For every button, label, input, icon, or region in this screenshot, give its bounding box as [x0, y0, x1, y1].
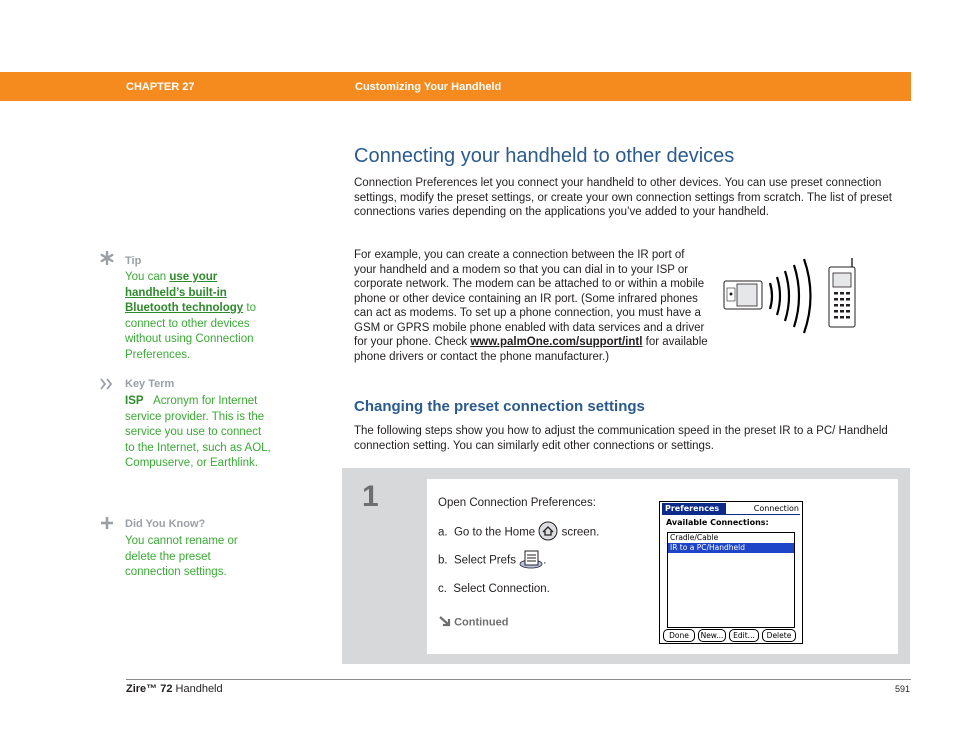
step-c — [438, 583, 550, 595]
step-c-text: Select Connection. — [453, 583, 550, 595]
step-number: 1 — [362, 480, 379, 513]
step-c-label: c. — [438, 583, 447, 595]
did-you-know-heading: Did You Know? — [125, 518, 206, 530]
step-intro: Open Connection Preferences: — [438, 497, 596, 509]
key-term-body — [125, 394, 273, 472]
section-paragraph: The following steps show you how to adjust the communication speed in the preset IR to a PC/ Handheld connection setting. You can similarly edit other connections or settings. — [354, 425, 888, 452]
chapter-title: Customizing Your Handheld — [355, 81, 502, 93]
arrow-down-right-icon — [438, 615, 451, 630]
intro-paragraph: Connection Preferences let you connect your handheld to other devices. You can use preset connection settings, modify the preset settings, or create your own connection settings from scratch. The list of preset connections varies depending on the applications you’ve added to your handheld. — [354, 177, 892, 218]
prefs-tab[interactable]: Preferences — [662, 503, 726, 515]
step-b-label: b. — [438, 554, 448, 567]
edit-button[interactable]: Edit... — [729, 629, 759, 642]
handheld-device-icon — [724, 281, 762, 309]
plus-icon — [99, 516, 115, 535]
step-b — [438, 549, 546, 572]
bluetooth-link[interactable]: use your handheld’s built-in Bluetooth technology — [125, 271, 244, 315]
key-term-definition: Acronym for Internet service provider. This is the service you use to connect to the Internet, such as AOL, Compuserve, or Earthlink. — [125, 395, 271, 470]
delete-button[interactable]: Delete — [762, 629, 796, 642]
double-chevron-icon — [99, 377, 115, 395]
step-a-text: Go to the Home — [453, 526, 536, 539]
connection-prefs-screenshot — [659, 501, 803, 644]
asterisk-icon — [99, 251, 115, 270]
palmone-support-link[interactable]: www.palmOne.com/support/intl — [470, 336, 643, 348]
product-suffix: Handheld — [172, 683, 223, 695]
continued-label: Continued — [454, 616, 509, 629]
tip-body — [125, 270, 275, 364]
done-button[interactable]: Done — [663, 629, 695, 642]
step-b-text-after: . — [543, 554, 547, 567]
tip-text-before: You can — [125, 271, 170, 283]
home-icon[interactable] — [538, 521, 558, 544]
page-title: Connecting your handheld to other devices — [354, 145, 735, 167]
footer-product — [126, 683, 223, 695]
step-b-text: Select Prefs — [453, 554, 516, 567]
example-paragraph — [354, 248, 710, 364]
ir-waves-icon — [770, 259, 811, 333]
available-connections-label: Available Connections: — [666, 518, 769, 527]
step-a-text-after: screen. — [561, 526, 600, 539]
connection-item-ir[interactable]: IR to a PC/Handheld — [668, 543, 794, 553]
prefs-tab-underline — [662, 514, 800, 515]
step-a-label: a. — [438, 526, 448, 539]
footer-rule — [126, 679, 911, 680]
did-you-know-body: You cannot rename or delete the preset connection settings. — [125, 535, 238, 579]
section-heading: Changing the preset connection settings — [354, 398, 645, 415]
ir-connection-illustration — [722, 256, 862, 334]
example-text-before: For example, you can create a connection between the IR port of your handheld and a modem so that you can dial in to your ISP or corporate network. The modem can be attached to or within a mobile phone or other device containing an IR port. (Some infrared phones can act as modems. To set up a phone connection, you must have a GSM or GPRS mobile phone enabled with data services and a driver for your phone. Check — [354, 249, 705, 348]
mobile-phone-icon — [829, 258, 855, 327]
prefs-icon[interactable] — [519, 549, 543, 572]
continued-indicator — [438, 615, 508, 630]
product-name: Zire™ 72 — [126, 683, 173, 695]
screen-name-picker[interactable]: Connection — [753, 504, 799, 513]
connections-list — [667, 532, 795, 628]
page-number: 591 — [894, 684, 910, 694]
key-term-heading: Key Term — [125, 378, 175, 390]
step-a — [438, 521, 599, 544]
tip-text-after: to connect to other devices without using Connection Preferences. — [125, 302, 256, 361]
tip-heading: Tip — [125, 255, 142, 267]
chapter-label: CHAPTER 27 — [126, 81, 195, 93]
key-term-word: ISP — [125, 395, 144, 407]
connection-item-cradle[interactable]: Cradle/Cable — [670, 533, 719, 542]
new-button[interactable]: New... — [698, 629, 726, 642]
example-text-after: for available phone drivers or contact the phone manufacturer.) — [354, 336, 708, 363]
